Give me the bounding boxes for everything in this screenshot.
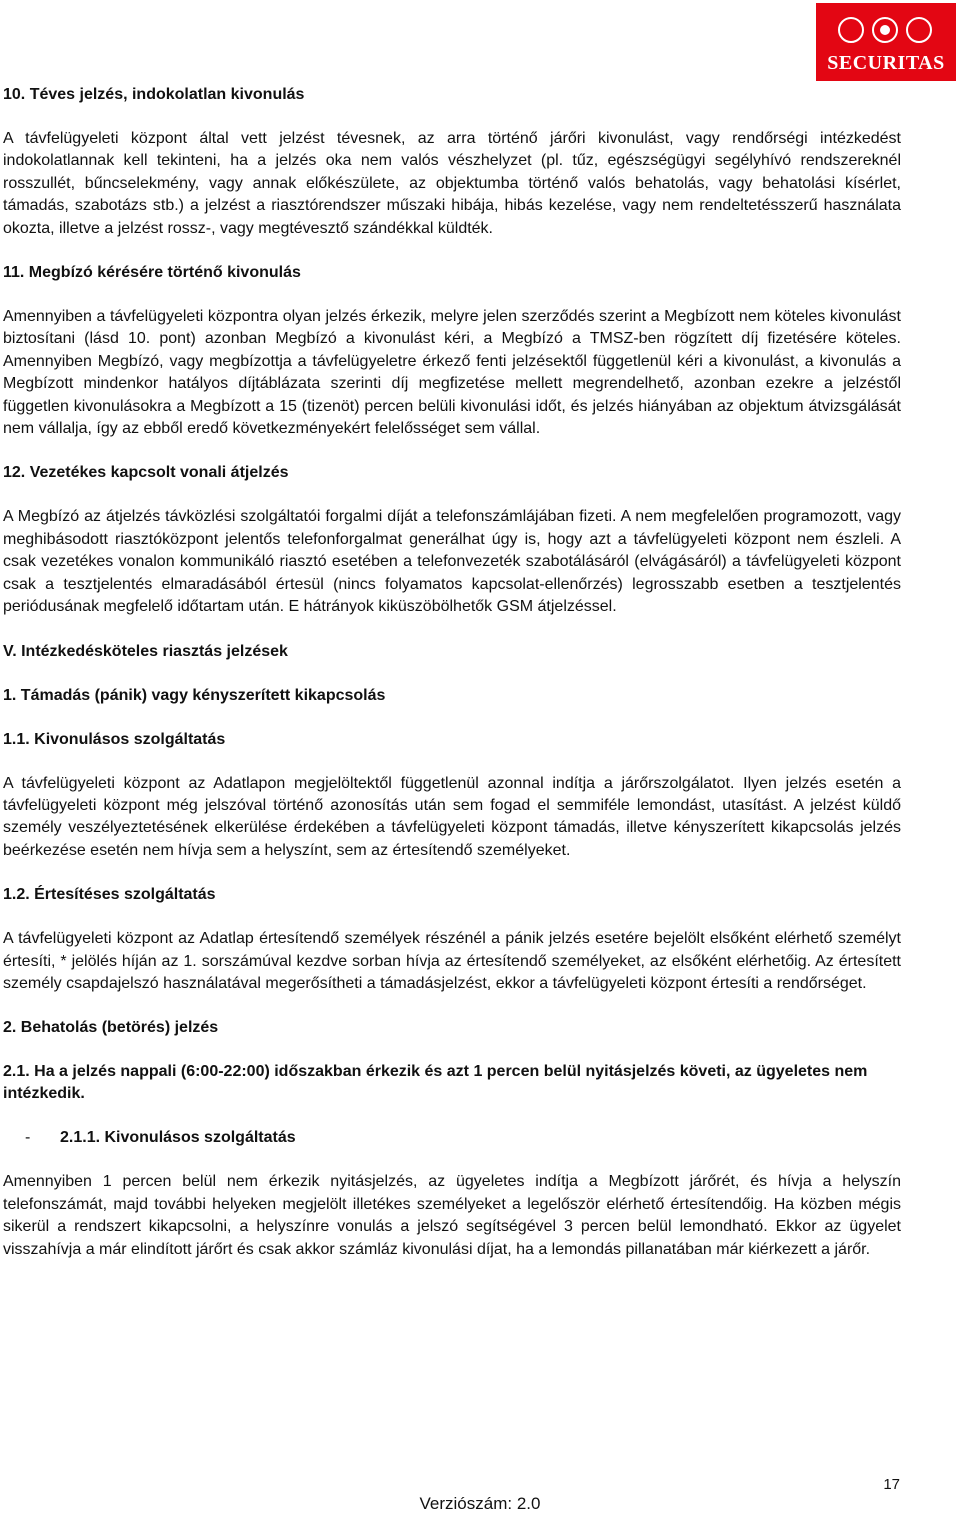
section-2-1-1-heading <box>3 1127 901 1149</box>
section-2-1-1-paragraph: Amennyiben 1 percen belül nem érkezik nyitásjelzés, az ügyeletes indítja a Megbízott járőrét, és hívja a helyszín telefonszámát, majd további helyeken megjelölt illetékes személyeket a legelőször elérhető értesítendőig. Ha közben mégis sikerül a rendszert kikapcsolni, a helyszínre vonulás a jelszó segítségével 3 percen belül lemondható. Ekkor az ügyelet visszahívja a már elindított járőrt és csak akkor számláz kivonulási díjat, ha a lemondás pillanatában már kiérkezett a járőr. <box>3 1173 901 1258</box>
section-11-title: 11. Megbízó kérésére történő kivonulás <box>3 264 301 282</box>
section-1-2-paragraph: A távfelügyeleti központ az Adatlap értesítendő személyek részénél a pánik jelzés esetére bejelölt elsőként elérhető személyt értesíti, * jelölés híján az 1. sorszámúval kezdve sorban hívja az értesítendő személyeket, az elsőként elérhetőig. Az értesített személy csapdajelszó használatával megerősítheti a támadásjelzést, ekkor a távfelügyeleti központ értesíti a rendőrséget. <box>3 930 901 992</box>
document-body <box>3 84 901 1261</box>
logo-dots-icon <box>816 17 956 45</box>
page-number: 17 <box>883 1476 900 1493</box>
section-1-1-title: 1.1. Kivonulásos szolgáltatás <box>3 730 226 748</box>
section-1-2-title: 1.2. Értesítéses szolgáltatás <box>3 886 216 904</box>
section-12-title: 12. Vezetékes kapcsolt vonali átjelzés <box>3 464 289 482</box>
section-2-1-title: 2.1. Ha a jelzés nappali (6:00-22:00) időszakban érkezik és azt 1 percen belül nyitásjelzés követi, az ügyeletes nem intézkedik. <box>3 1063 868 1103</box>
section-10-paragraph: A távfelügyeleti központ által vett jelzést tévesnek, az arra történő járőri kivonulást, vagy rendőrségi intézkedést indokolatlannak kell tekinteni, ha a jelzés oka nem valós vészhelyzet (pl. tűz, egészségügyi segélyhívó rendszereknél rosszullét, bűncselekmény, vagy annak előkészülete, az objektumba történő valós behatolás, vagy behatolási kísérlet, támadás, szabotázs stb.) a jelzést a riasztórendszer műszaki hibája, hibás kezelése, vagy nem rendeltetésszerű használata okozta, illetve a jelzést rossz-, vagy megtévesztő szándékkal küldték. <box>3 130 901 237</box>
section-10-title: 10. Téves jelzés, indokolatlan kivonulás <box>3 86 305 103</box>
list-dash: - <box>25 1129 31 1147</box>
logo-wordmark: SECURITAS <box>827 52 945 74</box>
securitas-logo <box>816 3 956 81</box>
section-12-paragraph: A Megbízó az átjelzés távközlési szolgáltatói forgalmi díját a telefonszámlájában fizeti. A nem megfelelően programozott, vagy meghibásodott riasztóközpont jelentős telefonforgalmat generálhat úgy is, hogy azt a távfelügyeleti központ nem észleli. A csak vezetékes vonalon kommunikáló riasztó esetében a telefonvezeték szabotálásáról (elvágásáról) a távfelügyeleti központ csak a tesztjelentés elmaradásából értesül (nincs folyamatos kapcsolat-ellenőrzés) legrosszabb esetben a tesztjelentés periódusának megfelelő időtartam után. E hátrányok kiküszöbölhetők GSM átjelzéssel. <box>3 508 901 616</box>
section-2-1-1-title: 2.1.1. Kivonulásos szolgáltatás <box>60 1129 296 1147</box>
section-1-title: 1. Támadás (pánik) vagy kényszerített kikapcsolás <box>3 686 386 704</box>
section-1-1-paragraph: A távfelügyeleti központ az Adatlapon megjelöltektől függetlenül azonnal indítja a járőrszolgálatot. Ilyen jelzés esetén a távfelügyeleti központ még jelszóval történő azonosítás után sem fogad el semmiféle lemondást, utasítást. A jelzést küldő személy veszélyeztetésének elkerülése érdekében a távfelügyeleti központ támadás, illetve kényszerített kikapcsolás jelzés beérkezése esetén nem hívja sem a helyszínt, sem az értesítendő személyeket. <box>3 774 901 859</box>
section-2-title: 2. Behatolás (betörés) jelzés <box>3 1019 219 1037</box>
section-11-paragraph: Amennyiben a távfelügyeleti központra olyan jelzés érkezik, melyre jelen szerződés szerint a Megbízott nem köteles kivonulást biztosítani (lásd 10. pont) azonban Megbízó a kivonulást kéri, a Megbízó a TMSZ-ben rögzített díj fizetésére köteles. Amennyiben Megbízó, vagy megbízottja a távfelügyeletre érkező fenti jelzésektől függetlenül kéri a kivonulást, a kivonulás a Megbízott mindenkor hatályos díjtáblázata szerinti díj megfizetése mellett megrendelhető, azonban ezekre a jelzéstől független kivonulásokra a Megbízott a 15 (tizenöt) percen belüli kivonulási időt, és jelzés hiányában az objektum átvizsgálását nem vállalja, így az ebből eredő következményekért felelősséget sem vállal. <box>3 308 901 438</box>
version-footer: Verziószám: 2.0 <box>419 1494 541 1513</box>
chapter-v-title: V. Intézkedésköteles riasztás jelzések <box>3 642 288 660</box>
